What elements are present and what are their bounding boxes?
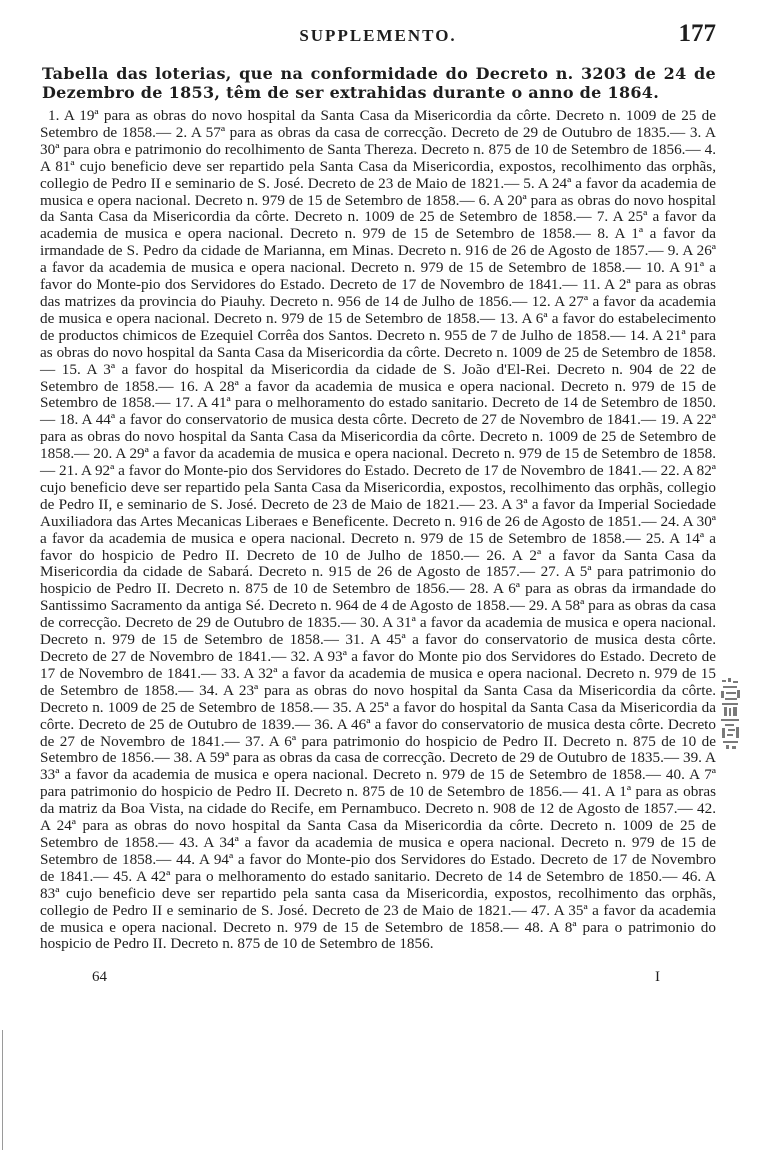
document-page: [40, 18, 716, 993]
page-footer: [40, 969, 716, 993]
page-number: 177: [678, 20, 716, 47]
running-title: SUPPLEMENTO.: [299, 26, 457, 45]
lottery-list-text: 1. A 19ª para as obras do novo hospital da Santa Casa da Misericordia da côrte. Decreto n. 1009 de 25 de Setembro de 1858.— 2. A 57ª para as obras da casa de correcção. Decreto de 29 de Outubro de 1835.— 3. A 30ª para obra e patrimonio do recolhimento de Santa Thereza. Decreto n. 875 de 10 de Setembro de 1856.— 4. A 81ª cujo beneficio deve ser repartido pela Santa Casa da Misericordia, expostos, recolhimento das orphãs, collegio de Pedro II e seminario de S. José. Decreto de 23 de Maio de 1821.— 5. A 24ª a favor da academia de musica e opera nacional. Decreto n. 979 de 15 de Setembro de 1858.— 6. A 20ª para as obras do novo hospital da Santa Casa da Misericordia da côrte. Decreto n. 1009 de 25 de Setembro de 1858.— 7. A 25ª a favor da academia de musica e opera nacional. Decreto n. 979 de 15 de Setembro de 1858.— 8. A 1ª a favor da irmandade de S. Pedro da cidade de Marianna, em Minas. Decreto n. 916 de 26 de Agosto de 1857.— 9. A 26ª a favor da academia de musica e opera nacional. Decreto n. 979 de 15 de Setembro de 1858.— 10. A 91ª a favor do Monte-pio dos Servidores do Estado. Decreto de 17 de Novembro de 1841.— 11. A 2ª para as obras das matrizes da provincia do Piauhy. Decreto n. 956 de 14 de Julho de 1856.— 12. A 27ª a favor da academia de musica e opera nacional. Decreto n. 979 de 15 de Setembro de 1858.— 13. A 6ª a favor do estabelecimento de productos chimicos de Ezequiel Corrêa dos Santos. Decreto n. 955 de 7 de Julho de 1858.— 14. A 21ª para as obras do novo hospital da Santa Casa da Misericordia da côrte. Decreto n. 1009 de 25 de Setembro de 1858.— 15. A 3ª a favor do hospital da Misericordia da cidade de S. João d'El-Rei. Decreto n. 904 de 22 de Setembro de 1858.— 16. A 28ª a favor da academia de musica e opera nacional. Decreto n. 979 de 15 de Setembro de 1858.— 17. A 41ª para o melhoramento do estado sanitario. Decreto de 14 de Setembro de 1850.— 18. A 44ª a favor do conservatorio de musica desta côrte. Decreto de 27 de Novembro de 1841.— 19. A 22ª para as obras do novo hospital da Santa Casa da Misericordia da côrte. Decreto n. 1009 de 25 de Setembro de 1858.— 20. A 29ª a favor da academia de musica e opera nacional. Decreto n. 979 de 15 de Setembro de 1858.— 21. A 92ª a favor do Monte-pio dos Servidores do Estado. Decreto de 17 de Novembro de 1841.— 22. A 82ª cujo beneficio deve ser repartido pela Santa Casa da Misericordia, expostos, recolhimento das orphãs, collegio de Pedro II, e seminario de S. José. Decreto de 23 de Maio de 1821.— 23. A 3ª a favor da Imperial Sociedade Auxiliadora das Artes Mecanicas Liberaes e Beneficente. Decreto n. 916 de 26 de Agosto de 1851.— 24. A 30ª a favor da academia de musica e opera nacional. Decreto n. 979 de 15 de Setembro de 1858.— 25. A 14ª a favor do hospicio de Pedro II. Decreto de 10 de Julho de 1850.— 26. A 2ª a favor da Santa Casa da Misericordia da cidade de Sabará. Decreto n. 915 de 26 de Agosto de 1857.— 27. A 5ª para patrimonio do hospicio de Pedro II. Decreto n. 875 de 10 de Setembro de 1856.— 28. A 6ª para as obras da irmandade do Santissimo Sacramento da antiga Sé. Decreto n. 964 de 4 de Agosto de 1858.— 29. A 58ª para as obras da casa de correcção. Decreto de 29 de Outubro de 1835.— 30. A 31ª a favor da academia de musica e opera nacional. Decreto n. 979 de 15 de Setembro de 1858.— 31. A 45ª a favor do conservatorio de musica desta côrte. Decreto de 27 de Novembro de 1841.— 32. A 93ª a favor do Monte pio dos Servidores do Estado. Decreto de 17 de Novembro de 1841.— 33. A 32ª a favor da academia de musica e opera nacional. Decreto n. 979 de 15 de Setembro de 1858.— 34. A 23ª para as obras do novo hospital da Santa Casa da Misericordia da côrte. Decreto n. 1009 de 25 de Setembro de 1858.— 35. A 25ª a favor do hospital da Santa Casa da Misericordia da côrte. Decreto de 25 de Outubro de 1839.— 36. A 46ª a favor do conservatorio de musica desta côrte. Decreto de 27 de Novembro de 1841.— 37. A 6ª para patrimonio do hospicio de Pedro II. Decreto n. 875 de 10 de Setembro de 1856.— 38. A 59ª para as obras da casa de correcção. Decreto de 29 de Outubro de 1835.— 39. A 33ª a favor da academia de musica e opera nacional. Decreto n. 979 de 15 de Setembro de 1858.— 40. A 7ª para patrimonio do hospicio de Pedro II. Decreto n. 875 de 10 de Setembro de 1856.— 41. A 1ª para as obras da matriz da Boa Vista, na cidade do Recife, em Pernambuco. Decreto n. 908 de 12 de Agosto de 1857.— 42. A 24ª para as obras do novo hospital da Santa Casa da Misericordia da côrte. Decreto n. 1009 de 25 de Setembro de 1858.— 43. A 34ª a favor da academia de musica e opera nacional. Decreto n. 979 de 15 de Setembro de 1858.— 44. A 94ª a favor do Monte-pio dos Servidores do Estado. Decreto de 17 de Novembro de 1841.— 45. A 42ª para o melhoramento do estado sanitario. Decreto de 14 de Setembro de 1850.— 46. A 83ª cujo beneficio deve ser repartido pela santa casa da Misericordia, expostos, recolhimento das orphãs, collegio de Pedro II e seminario de S. José. Decreto de 23 de Maio de 1821.— 47. A 35ª a favor da academia de musica e opera nacional. Decreto n. 979 de 15 de Setembro de 1858.— 48. A 8ª para o patrimonio do hospicio de Pedro II. Decreto n. 875 de 10 de Setembro de 1856.: [40, 107, 716, 953]
signature-mark-left: 64: [92, 968, 107, 985]
scan-edge-mark: [2, 1030, 4, 1150]
library-stamp-icon: [719, 676, 743, 752]
table-title: Tabella das loterias, que na conformidade do Decreto n. 3203 de 24 de Dezembro de 1853, têm de ser extrahidas durante o anno de 1864.: [42, 64, 716, 102]
running-head: [40, 18, 716, 48]
signature-mark-right: I: [655, 968, 660, 985]
